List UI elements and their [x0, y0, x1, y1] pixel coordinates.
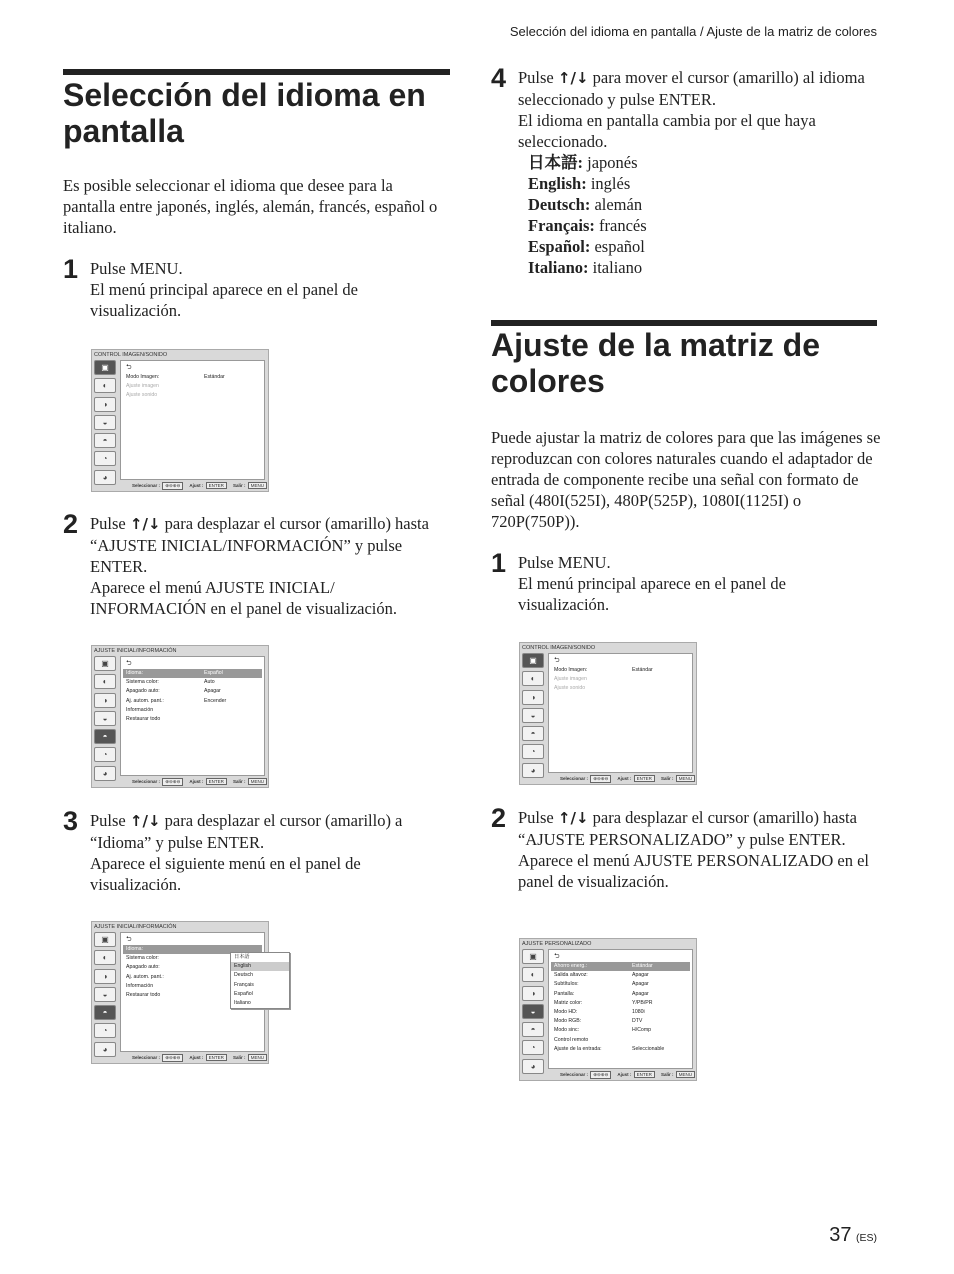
- menu-category-icon[interactable]: ◓: [522, 726, 544, 741]
- up-down-arrow-icon: ↑/↓: [557, 69, 589, 87]
- menu-footer: Seleccionar : ⊕⊖⊕⊖ Ajust : ENTER Salir : MENU: [560, 775, 696, 783]
- step-text: El menú principal aparece en el panel de visualización.: [518, 574, 786, 614]
- step-text: Pulse MENU.: [518, 553, 611, 572]
- menu-row[interactable]: Sistema color:: [126, 955, 159, 962]
- menu-category-icon[interactable]: ◑: [94, 397, 116, 412]
- menu-footer: Seleccionar : ⊕⊖⊕⊖ Ajust : ENTER Salir : MENU: [132, 482, 268, 490]
- menu-title: AJUSTE INICIAL/INFORMACIÓN: [94, 648, 177, 654]
- menu-category-icon[interactable]: ◕: [522, 1059, 544, 1074]
- menu-category-icon[interactable]: ◓: [522, 1022, 544, 1037]
- menu-category-icon[interactable]: ▣: [522, 653, 544, 668]
- menu-category-icon[interactable]: ◓: [94, 1005, 116, 1020]
- up-down-arrow-icon: ↑/↓: [129, 515, 161, 533]
- step-number: 3: [63, 806, 79, 836]
- language-item: 日本語: japonés: [528, 153, 638, 172]
- menu-row[interactable]: Modo sinc: H/Comp: [554, 1027, 652, 1034]
- language-item: Italiano: italiano: [528, 258, 643, 277]
- menu-screen-control-imagen-2: [519, 642, 697, 785]
- menu-category-icon[interactable]: ◔: [94, 1023, 116, 1038]
- popup-option[interactable]: English: [231, 962, 289, 971]
- back-icon[interactable]: ⮌: [126, 660, 132, 667]
- menu-panel: [120, 360, 265, 480]
- up-down-arrow-icon: ↑/↓: [557, 809, 589, 827]
- menu-row[interactable]: Modo RGB: DTV: [554, 1018, 643, 1025]
- language-popup: [230, 952, 290, 1009]
- menu-row[interactable]: Idioma:: [123, 945, 262, 954]
- menu-category-icon[interactable]: ◓: [94, 729, 116, 744]
- arrow-keys-icon: ⊕⊖⊕⊖: [590, 775, 611, 783]
- menu-row[interactable]: Ajuste de la entrada: Seleccionable: [554, 1045, 665, 1052]
- menu-row[interactable]: Información: [126, 982, 154, 989]
- menu-row[interactable]: Apagado auto:: [126, 964, 160, 971]
- menu-footer: Seleccionar : ⊕⊖⊕⊖ Ajust : ENTER Salir : MENU: [560, 1071, 696, 1079]
- menu-title: AJUSTE PERSONALIZADO: [522, 941, 592, 947]
- menu-category-icon[interactable]: ◒: [522, 708, 544, 723]
- menu-category-icon[interactable]: ◔: [522, 1040, 544, 1055]
- menu-row[interactable]: Ajuste sonido: [554, 685, 586, 692]
- menu-icon-column: [522, 653, 546, 781]
- menu-row[interactable]: Pantalla: Apagar: [554, 990, 649, 997]
- menu-row[interactable]: Sistema color: Auto: [126, 679, 215, 686]
- menu-category-icon[interactable]: ◔: [94, 451, 116, 466]
- step-text: Pulse ↑/↓ para desplazar el cursor (amarillo) hasta “AJUSTE PERSONALIZADO” y pulse ENTER.: [518, 808, 857, 849]
- menu-key-icon: MENU: [248, 1054, 267, 1061]
- menu-key-icon: MENU: [248, 482, 267, 489]
- menu-screen-ajuste-inicial: [91, 645, 269, 788]
- menu-row[interactable]: Ahorro energ.: Estándar: [551, 962, 690, 971]
- menu-category-icon[interactable]: ◐: [522, 967, 544, 982]
- menu-category-icon[interactable]: ◒: [94, 415, 116, 430]
- menu-key-icon: MENU: [248, 778, 267, 785]
- menu-row[interactable]: Información: [126, 706, 154, 713]
- menu-category-icon[interactable]: ◑: [522, 986, 544, 1001]
- menu-panel: [120, 932, 265, 1052]
- menu-row[interactable]: Ajuste sonido: [126, 392, 158, 399]
- menu-category-icon[interactable]: ◑: [522, 690, 544, 705]
- step-number: 1: [491, 548, 507, 578]
- menu-category-icon[interactable]: ▣: [522, 949, 544, 964]
- language-item: Deutsch: alemán: [528, 195, 643, 214]
- menu-category-icon[interactable]: ◐: [522, 671, 544, 686]
- section-rule-right: [491, 320, 877, 326]
- back-icon[interactable]: ⮌: [126, 936, 132, 943]
- menu-row[interactable]: Control remoto: [554, 1036, 589, 1043]
- menu-footer: Seleccionar : ⊕⊖⊕⊖ Ajust : ENTER Salir : MENU: [132, 1054, 268, 1062]
- arrow-keys-icon: ⊕⊖⊕⊖: [590, 1071, 611, 1079]
- menu-title: CONTROL IMAGEN/SONIDO: [522, 645, 596, 651]
- menu-panel: [548, 653, 693, 773]
- popup-option[interactable]: Français: [234, 981, 254, 988]
- step-text: Pulse MENU.: [90, 259, 183, 278]
- popup-option[interactable]: 日本語: [234, 954, 250, 960]
- step-text: Pulse ↑/↓ para desplazar el cursor (amarillo) a “Idioma” y pulse ENTER.: [90, 811, 403, 852]
- step-text: El menú principal aparece en el panel de visualización.: [90, 280, 358, 320]
- step-text: El idioma en pantalla cambia por el que haya seleccionado.: [518, 111, 816, 151]
- menu-screen-ajuste-personalizado: [519, 938, 697, 1081]
- intro-color-matrix: Puede ajustar la matriz de colores para que las imágenes se reproduzcan con colores naturales cuando el adaptador de entrada de componente recibe una señal con formato de señal (480I(525I), 480P(525P), 1080I(1125I) o 720P(750P)).: [491, 428, 881, 531]
- menu-row[interactable]: Ajuste imagen: [126, 383, 159, 390]
- menu-icon-column: [94, 360, 118, 488]
- menu-category-icon[interactable]: ◐: [94, 674, 116, 689]
- language-item: English: inglés: [528, 174, 631, 193]
- step-text: Pulse ↑/↓ para desplazar el cursor (amarillo) hasta “AJUSTE INICIAL/INFORMACIÓN” y pulse ENTER.: [90, 514, 429, 576]
- menu-key-icon: MENU: [676, 775, 695, 782]
- step-number: 1: [63, 254, 79, 284]
- menu-row[interactable]: Subtítulos: Apagar: [554, 981, 649, 988]
- menu-row[interactable]: Modo Imagen: Estándar: [554, 667, 653, 673]
- menu-footer: Seleccionar : ⊕⊖⊕⊖ Ajust : ENTER Salir : MENU: [132, 778, 268, 786]
- menu-title: AJUSTE INICIAL/INFORMACIÓN: [94, 924, 177, 930]
- back-icon[interactable]: ⮌: [126, 364, 132, 371]
- section-title-color-matrix: Ajuste de la matriz de colores: [491, 327, 820, 399]
- popup-option[interactable]: Español: [234, 990, 253, 997]
- menu-category-icon[interactable]: ▣: [94, 656, 116, 671]
- step-number: 2: [63, 509, 79, 539]
- menu-icon-column: [522, 949, 546, 1077]
- popup-option[interactable]: Italiano: [234, 999, 251, 1006]
- menu-category-icon[interactable]: ◐: [94, 378, 116, 393]
- up-down-arrow-icon: ↑/↓: [129, 812, 161, 830]
- step-number: 4: [491, 63, 507, 93]
- enter-key-icon: ENTER: [206, 482, 227, 489]
- section-title-language: Selección del idioma en pantalla: [63, 77, 426, 149]
- back-icon[interactable]: ⮌: [554, 953, 560, 960]
- running-header: Selección del idioma en pantalla / Ajuste de la matriz de colores: [509, 24, 877, 39]
- language-item: Français: francés: [528, 216, 647, 235]
- language-item: Español: español: [528, 237, 645, 256]
- menu-screen-idioma-popup: [91, 921, 269, 1064]
- menu-row[interactable]: Apagado auto: Apagar: [126, 688, 221, 695]
- menu-panel: [120, 656, 265, 776]
- menu-title: CONTROL IMAGEN/SONIDO: [94, 352, 168, 358]
- menu-category-icon[interactable]: ◔: [522, 744, 544, 759]
- popup-option[interactable]: Deutsch: [234, 972, 254, 979]
- step-text: Aparece el siguiente menú en el panel de visualización.: [90, 854, 361, 894]
- menu-category-icon[interactable]: ◒: [94, 987, 116, 1002]
- page-number: 37 (ES): [829, 1224, 877, 1246]
- menu-key-icon: MENU: [676, 1071, 695, 1078]
- enter-key-icon: ENTER: [634, 775, 655, 782]
- menu-category-icon[interactable]: ◕: [94, 766, 116, 781]
- menu-category-icon[interactable]: ◕: [522, 763, 544, 778]
- section-rule-left: [63, 69, 450, 75]
- menu-category-icon[interactable]: ▣: [94, 932, 116, 947]
- menu-icon-column: [94, 656, 118, 784]
- menu-row[interactable]: Salida altavoz: Apagar: [554, 972, 649, 979]
- menu-row[interactable]: Aj. autom. pant.:: [126, 973, 164, 980]
- menu-category-icon[interactable]: ◕: [94, 470, 116, 485]
- menu-category-icon[interactable]: ◓: [94, 433, 116, 448]
- menu-row[interactable]: Ajuste imagen: [554, 676, 587, 683]
- menu-category-icon[interactable]: ◔: [94, 747, 116, 762]
- menu-category-icon[interactable]: ◑: [94, 969, 116, 984]
- menu-category-icon[interactable]: ◐: [94, 950, 116, 965]
- arrow-keys-icon: ⊕⊖⊕⊖: [162, 482, 183, 490]
- menu-row[interactable]: Restaurar todo: [126, 715, 161, 722]
- language-list: [518, 152, 878, 278]
- enter-key-icon: ENTER: [206, 1054, 227, 1061]
- menu-row[interactable]: Modo Imagen: Estándar: [126, 374, 225, 380]
- intro-language: Es posible seleccionar el idioma que desee para la pantalla entre japonés, inglés, alemán, francés, español o italiano.: [63, 176, 438, 237]
- step-text: Pulse ↑/↓ para mover el cursor (amarillo) al idioma seleccionado y pulse ENTER.: [518, 68, 865, 109]
- menu-category-icon[interactable]: ◕: [94, 1042, 116, 1057]
- arrow-keys-icon: ⊕⊖⊕⊖: [162, 778, 183, 786]
- menu-icon-column: [94, 932, 118, 1060]
- arrow-keys-icon: ⊕⊖⊕⊖: [162, 1054, 183, 1062]
- menu-row[interactable]: Modo HD: 1080i: [554, 1008, 645, 1015]
- menu-row[interactable]: Restaurar todo: [126, 991, 161, 998]
- enter-key-icon: ENTER: [206, 778, 227, 785]
- menu-category-icon[interactable]: ◑: [94, 693, 116, 708]
- menu-category-icon[interactable]: ▣: [94, 360, 116, 375]
- menu-screen-control-imagen: [91, 349, 269, 492]
- menu-panel: [548, 949, 693, 1069]
- step-text: Aparece el menú AJUSTE PERSONALIZADO en el panel de visualización.: [518, 851, 870, 891]
- step-number: 2: [491, 803, 507, 833]
- menu-row[interactable]: Aj. autom. pant.: Encender: [126, 697, 227, 704]
- step-text: Aparece el menú AJUSTE INICIAL/ INFORMACIÓN en el panel de visualización.: [90, 578, 398, 618]
- back-icon[interactable]: ⮌: [554, 657, 560, 664]
- menu-category-icon[interactable]: ◒: [522, 1004, 544, 1019]
- menu-row[interactable]: Matriz color: Y/PB/PR: [554, 999, 653, 1006]
- menu-category-icon[interactable]: ◒: [94, 711, 116, 726]
- menu-row[interactable]: Idioma: Español: [123, 669, 262, 678]
- enter-key-icon: ENTER: [634, 1071, 655, 1078]
